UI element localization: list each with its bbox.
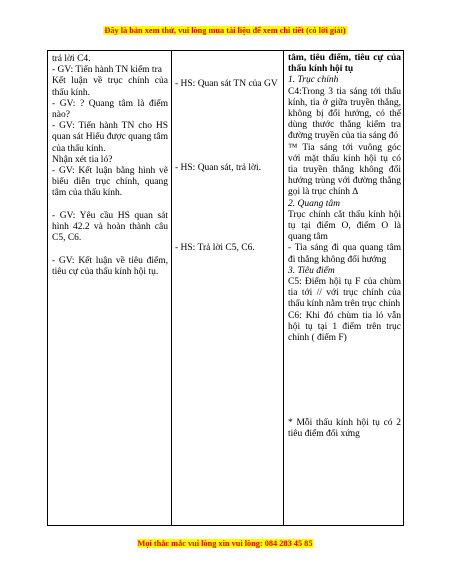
lesson-table (47, 50, 404, 526)
col2-line: - HS: Trả lời C5, C6. (175, 243, 255, 253)
header-banner-text: Đây là bản xem thử, vui lòng mua tài liệu để xem chi tiết (có lời giải) (104, 26, 346, 35)
student-activity-column (171, 51, 283, 525)
col2-line: - HS: Quan sát TN của GV (175, 79, 278, 89)
col2-line: - HS: Quan sát, trả lời. (175, 163, 262, 173)
content-column (283, 51, 405, 525)
col1-line: Kết luận về trục chính của thấu kính. (52, 76, 168, 98)
col1-line: - GV: Tiến hành TN cho HS quan sát Hiểu được quang tâm của thấu kính. (52, 121, 168, 154)
focal-note: * Mỗi thấu kính hội tụ có 2 tiêu điểm đối xứng (288, 418, 401, 440)
col1-line: Nhận xét tia ló? (52, 154, 113, 165)
c6-answer: C6: Khi đó chùm tia ló vẫn hội tụ tại 1 điểm trên trục chính ( điểm F) (288, 310, 401, 344)
col1-line: - GV: Tiến hành TN kiểm tra (52, 65, 162, 76)
col1-line: - GV: Kết luận về tiêu điểm, tiêu cự của thấu kính hội tụ. (52, 255, 168, 277)
footer-banner (0, 539, 450, 548)
c4-answer: C4:Trong 3 tia sáng tới thấu kính, tia ở giữa truyền thẳng, không bị đổi hướng, có thể dùng thước thẳng kiểm tra đường truyền của tia sáng đó (288, 86, 401, 142)
footer-banner-text: Mọi thắc mắc vui lòng xin vui lòng: 084 283 45 85 (137, 539, 313, 548)
col1-line: - GV: Yêu cầu HS quan sát hình 42.2 và hoàn thành câu C5, C6. (52, 210, 168, 244)
col1-line: - GV: Kết luận bằng hình vẽ biểu diễn trục chính, quang tâm của thấu kính. (52, 166, 168, 199)
header-banner (0, 26, 450, 35)
subsection-title: 2. Quang tâm (288, 198, 340, 209)
col1-line: trả lời C4. (52, 54, 91, 64)
optical-center-text: - Tia sáng đi qua quang tâm đi thẳng không đổi hướng (288, 243, 401, 265)
subsection-title: 3. Tiêu điểm (288, 265, 335, 276)
c5-answer: C5: Điểm hội tụ F của chùm tia tới // với trục chính của thấu kính nằm trên trục chính (288, 277, 401, 310)
col1-line: - GV: ? Quang tâm là điểm nào? (52, 98, 168, 121)
subsection-title: 1. Trục chính (288, 75, 339, 86)
section-heading: tâm, tiêu điểm, tiêu cự của thấu kính hội tụ (288, 53, 401, 75)
principal-axis-note: ™ Tia sáng tới vuông góc với mặt thấu kính hội tụ có tia truyền thẳng không đổi hướng trùng với đường thẳng gọi là trục chính ∆ (288, 142, 401, 198)
teacher-activity-column (48, 51, 171, 525)
optical-center-text: Trục chính cắt thấu kính hội tụ tại điểm O, điểm O là quang tâm (288, 209, 401, 243)
